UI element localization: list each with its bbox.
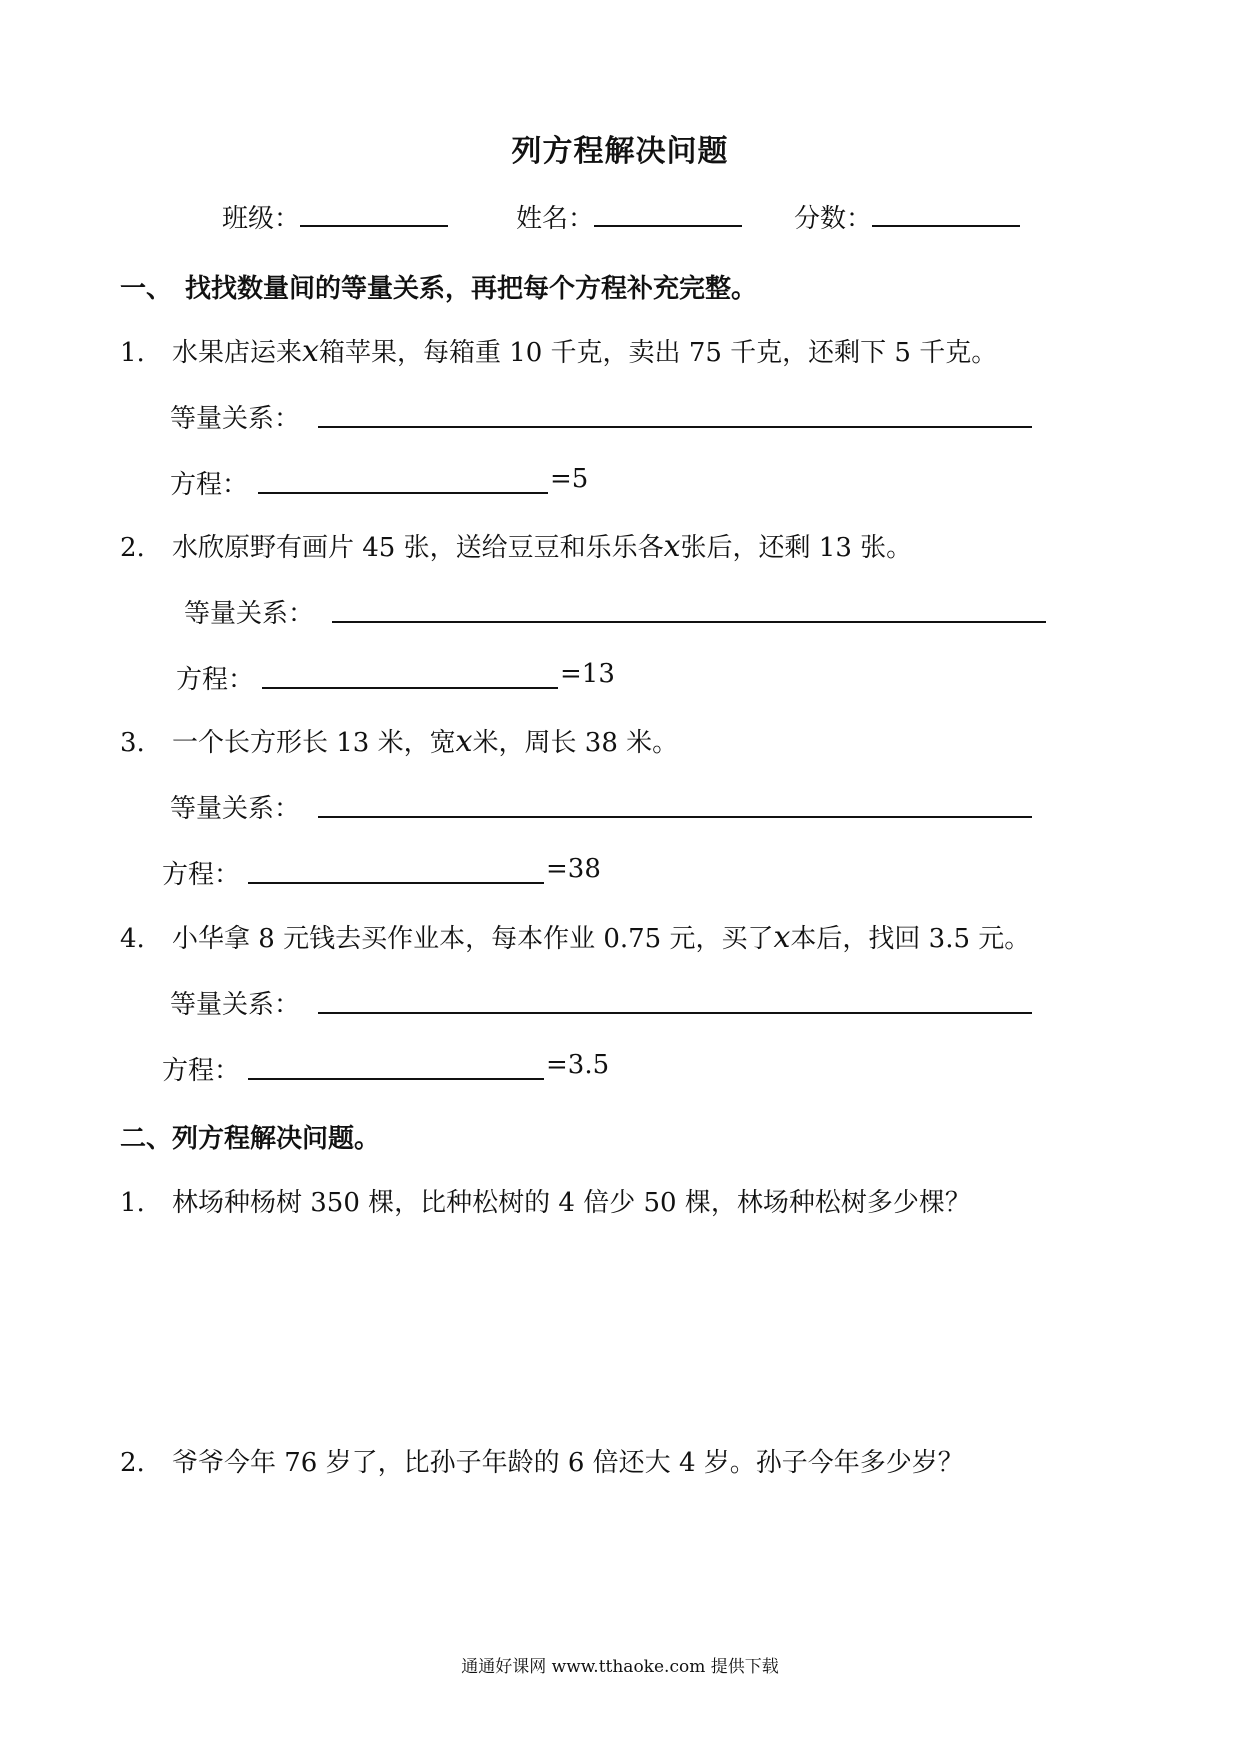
equation-label: 方程：: [176, 665, 255, 695]
question-number: 4.: [120, 924, 145, 954]
question-text: 水欣原野有画片 45 张，送给豆豆和乐乐各: [172, 533, 664, 563]
relation-blank[interactable]: [332, 621, 1046, 623]
question-text: 一个长方形长 13 米，宽: [172, 728, 456, 758]
variable-x: x: [455, 724, 473, 759]
relation-label: 等量关系：: [170, 794, 301, 824]
relation-label: 等量关系：: [170, 404, 301, 434]
equation-blank[interactable]: [248, 1078, 544, 1080]
question-text: 米，周长 38 米。: [472, 728, 679, 758]
equation-rhs: =38: [546, 854, 601, 884]
question-text: 箱苹果，每箱重 10 千克，卖出 75 千克，还剩下 5 千克。: [318, 338, 998, 368]
question-number: 2.: [120, 533, 145, 563]
s1-question-4: [120, 918, 1030, 955]
equation-label: 方程：: [170, 470, 249, 500]
relation-label: 等量关系：: [184, 599, 315, 629]
question-text: 小华拿 8 元钱去买作业本，每本作业 0.75 元，买了: [172, 924, 774, 954]
equation-label: 方程：: [162, 1056, 241, 1086]
question-text: 水果店运来: [172, 338, 303, 368]
question-number: 1.: [120, 1188, 145, 1218]
s1-question-2: [120, 527, 912, 564]
answer-area-2[interactable]: [170, 1490, 1070, 1630]
relation-label: 等量关系：: [170, 990, 301, 1020]
class-field: [222, 198, 448, 235]
question-number: 1.: [120, 338, 145, 368]
class-blank[interactable]: [300, 203, 448, 227]
question-number: 2.: [120, 1448, 145, 1478]
equation-rhs: =13: [560, 659, 615, 689]
question-text: 林场种杨树 350 棵，比种松树的 4 倍少 50 棵，林场种松树多少棵？: [172, 1188, 971, 1218]
variable-x: x: [302, 334, 319, 369]
relation-blank[interactable]: [318, 816, 1032, 818]
name-field: [516, 198, 742, 235]
score-field: [794, 198, 1020, 235]
s2-question-1: [120, 1182, 971, 1219]
relation-blank[interactable]: [318, 1012, 1032, 1014]
question-text: 爷爷今年 76 岁了，比孙子年龄的 6 倍还大 4 岁。孙子今年多少岁？: [172, 1448, 964, 1478]
equation-rhs: =5: [550, 464, 589, 494]
name-label: 姓名：: [516, 204, 595, 234]
variable-x: x: [773, 920, 791, 955]
relation-blank[interactable]: [318, 426, 1032, 428]
variable-x: x: [663, 529, 681, 564]
equation-blank[interactable]: [258, 492, 548, 494]
s1-question-1: [120, 332, 997, 369]
equation-rhs: =3.5: [546, 1050, 610, 1080]
answer-area-1[interactable]: [170, 1230, 1070, 1430]
page-title: 列方程解决问题: [511, 134, 729, 169]
s2-question-2: [120, 1442, 964, 1479]
equation-blank[interactable]: [262, 687, 558, 689]
equation-label: 方程：: [162, 860, 241, 890]
question-text: 本后，找回 3.5 元。: [790, 924, 1031, 954]
name-blank[interactable]: [594, 203, 742, 227]
class-label: 班级：: [222, 204, 301, 234]
section2-heading: 二、列方程解决问题。: [120, 1124, 381, 1154]
page-footer: 通通好课网 www.tthaoke.com 提供下载: [461, 1657, 779, 1677]
score-label: 分数：: [794, 204, 873, 234]
question-text: 张后，还剩 13 张。: [680, 533, 913, 563]
equation-blank[interactable]: [248, 882, 544, 884]
s1-question-3: [120, 722, 678, 759]
question-number: 3.: [120, 728, 145, 758]
score-blank[interactable]: [872, 203, 1020, 227]
section1-heading: 一、 找找数量间的等量关系，再把每个方程补充完整。: [120, 274, 758, 304]
